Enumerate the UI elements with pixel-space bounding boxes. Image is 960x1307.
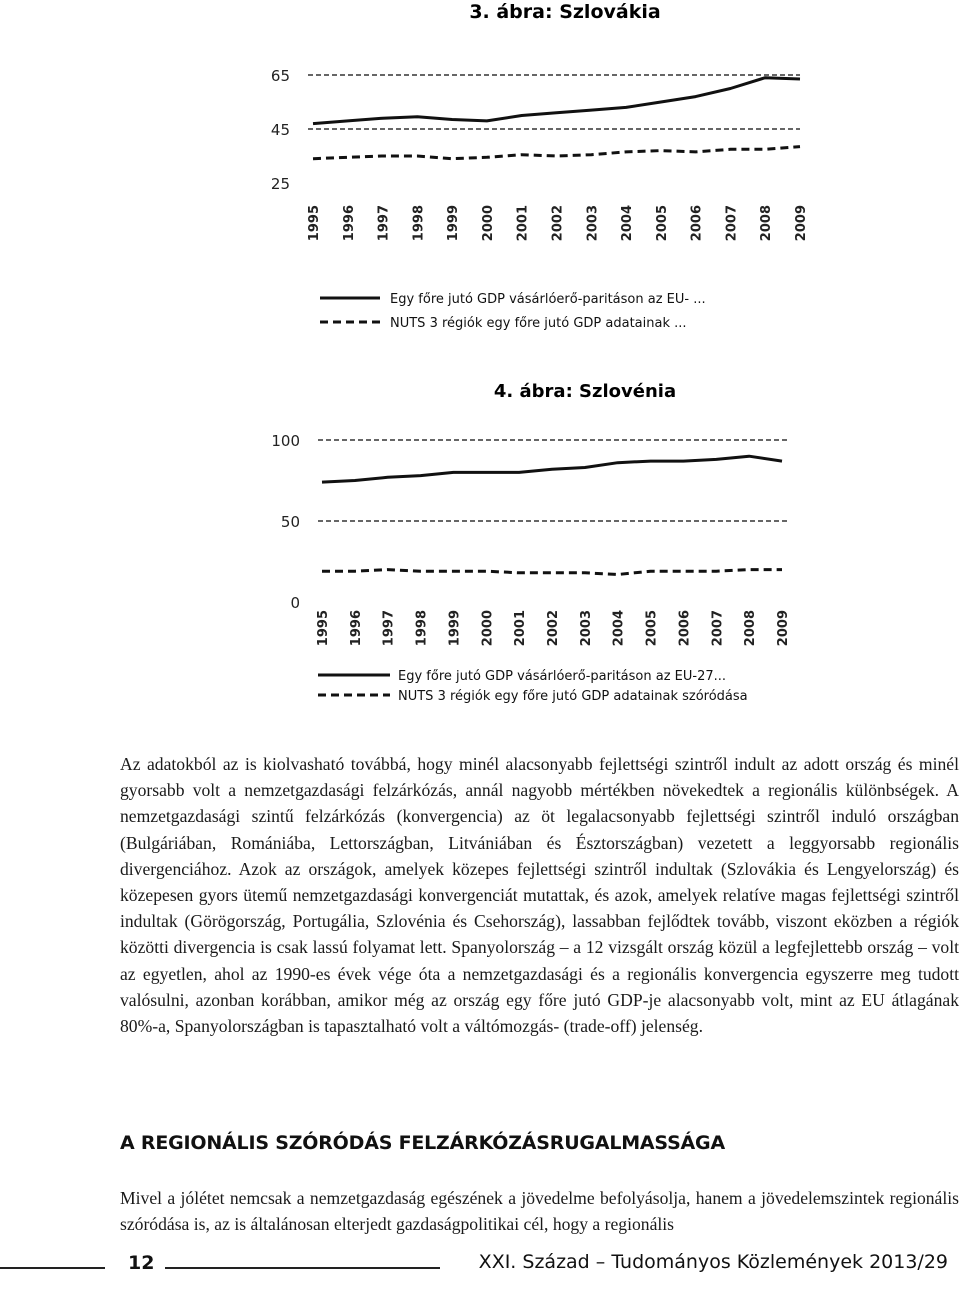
footer-rule [165,1267,440,1269]
page-number: 12 [128,1252,155,1274]
body-paragraph: Mivel a jólétet nemcsak a nemzetgazdaság egészének a jövedelme befolyásolja, hanem a jövedelemszintek regionális szóródása is, az is általánosan elterjedt gazdaságpolitikai cél, hogy a regionális [120,1188,959,1235]
x-tick-label: 2000 [480,610,496,647]
x-tick-label: 1998 [414,610,430,647]
legend-label: NUTS 3 régiók egy főre jutó GDP adatainak ... [390,316,687,331]
x-tick-label: 2008 [759,205,775,242]
section-heading: A REGIONÁLIS SZÓRÓDÁS FELZÁRKÓZÁSRUGALMASSÁGA [120,1132,725,1154]
y-tick-label: 45 [270,121,290,139]
y-tick-label: 65 [270,67,290,85]
series-line-1 [313,78,800,124]
x-tick-label: 1996 [348,610,364,647]
x-tick-label: 2000 [480,205,496,242]
series-line-2 [322,570,782,575]
x-tick-label: 2006 [677,610,693,647]
chart-title: 3. ábra: Szlovákia [469,1,661,23]
x-tick-label: 2004 [611,610,627,647]
x-tick-label: 1999 [446,205,462,242]
journal-title: XXI. Század – Tudományos Közlemények 2013/29 [478,1251,948,1273]
x-tick-label: 2004 [620,205,636,242]
x-tick-label: 2002 [546,610,561,647]
x-tick-label: 1997 [376,205,392,242]
x-tick-label: 2001 [513,610,529,647]
x-tick-label: 2003 [578,610,594,647]
x-tick-label: 2009 [776,610,791,647]
y-tick-label: 0 [290,594,300,612]
y-tick-label: 25 [270,175,290,193]
y-tick-label: 50 [280,513,300,531]
x-tick-label: 2007 [724,205,740,242]
chart-szlovenia [0,370,960,720]
x-tick-label: 2001 [515,205,531,242]
x-tick-label: 1995 [316,610,331,647]
x-tick-label: 2003 [585,205,601,242]
legend-label: Egy főre jutó GDP vásárlóerő-paritáson az EU- ... [390,292,706,307]
legend-label: NUTS 3 régiók egy főre jutó GDP adatainak szóródása [398,689,748,704]
x-tick-label: 1995 [307,205,322,242]
x-tick-label: 1999 [447,610,463,647]
x-tick-label: 2008 [743,610,759,647]
x-tick-label: 2007 [710,610,726,647]
legend-label: Egy főre jutó GDP vásárlóerő-paritáson az EU-27... [398,669,727,684]
chart-szlovenia-svg [0,370,960,720]
chart-title: 4. ábra: Szlovénia [493,381,677,402]
x-tick-label: 2002 [550,205,566,242]
footer-rule [0,1267,105,1269]
body-paragraph: Az adatokból az is kiolvasható továbbá, hogy minél alacsonyabb fejlettségi szintről indult az adott ország és minél gyorsabb volt a nemzetgazdasági felzárkózás, annál nagyobb mértékben növekedtek a regionális különbségek. A nemzetgazdasági szintű felzárkózás (konvergencia) az öt legalacsonyabb fejlettségi szintről induló országban (Bulgáriában, Romániába, Lettországban, Litvániában és Észtországban) vezetett a leggyorsabb regionális divergenciához. Azok az országok, amelyek közepes fejlettségi szintről indultak (Szlovákia és Lengyelország) és közepesen gyors ütemű nemzetgazdasági konvergenciát mutattak, és azok, amelyek relatíve magas fejlettségi szintről indultak (Görögország, Portugália, Szlovénia és Csehország), lassabban fejlődtek tovább, viszont eközben a régiók közötti divergencia is csak lassú folyamat lett. Spanyolország – a 12 vizsgált ország közül a legfejlettebb ország – volt az egyetlen, ahol az 1990-es évek vége óta a nemzetgazdasági és a regionális konvergencia egyszerre meg tudott valósulni, azonban korábban, amikor még az ország egy főre jutó GDP-je alacsonyabb volt, mint az EU átlagának 80%-a, Spanyolországban is tapasztalható volt a váltómozgás- (trade-off) jelenség. [120,754,959,1037]
x-tick-label: 1998 [411,205,427,242]
series-line-2 [313,147,800,159]
chart-szlovakia-svg [0,0,960,340]
x-tick-label: 2009 [794,205,809,242]
x-tick-label: 2005 [654,205,670,242]
x-tick-label: 1997 [381,610,397,647]
series-line-1 [322,456,782,482]
chart-szlovakia [0,0,960,340]
x-tick-label: 2005 [644,610,660,647]
x-tick-label: 1996 [341,205,357,242]
x-tick-label: 2006 [689,205,705,242]
y-tick-label: 100 [271,432,300,450]
